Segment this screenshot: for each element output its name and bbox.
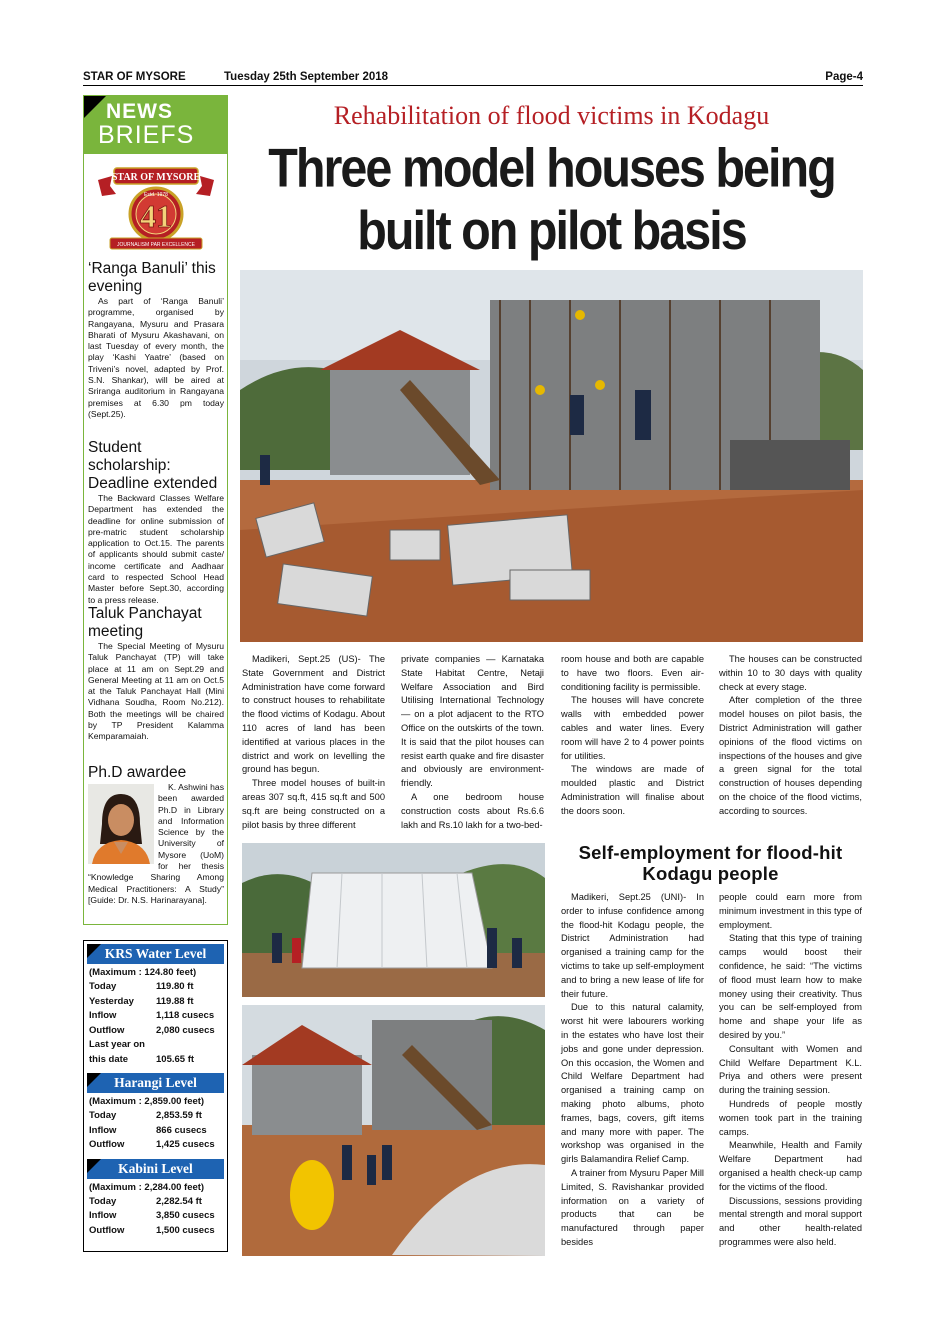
model-house-photo (242, 1005, 545, 1256)
kabini-header: Kabini Level (87, 1159, 224, 1179)
story-column-1 (242, 653, 385, 832)
brief-title: Ph.D awardee (88, 764, 187, 781)
paragraph: Stating that this type of training camps would boost their confidence, he said: “The victims of flood must learn how to make money using their creativity. Thus you can be self-employed from home and shape your life as desired by you.” (719, 933, 862, 1040)
logo-motto: JOURNALISM PAR EXCELLENCE (117, 242, 195, 248)
brief-phd-awardee (88, 764, 224, 906)
brief-body: The Special Meeting of Mysuru Taluk Panchayat (TP) will take place at 11 am on Sept.29 and General Meeting at 11 am on Oct.5 at the Taluk Panchayat Hall (Mini Vidhana Soudha, Room No.212). Both the meetings will be chaired by TP President Kalamma Kemparamaiah. (88, 641, 224, 742)
paragraph: private companies — Karnataka State Habitat Centre, Netaji Welfare Association and Bird Utilising International Technology — on a plot adjacent to the RTO Office on the outskirts of the town. It is said that the pilot houses can resist earth quake and fire disaster and obviously are environment-friendly. (401, 654, 544, 789)
news-briefs-banner (84, 96, 227, 154)
paragraph: Madikeri, Sept.25 (UNI)- In order to infuse confidence among the flood-hit Kodagu people, the District Administration had organised a training camp for the victims to take up self-employment and to bring a new lease of life for their future. (561, 892, 704, 999)
awardee-photo (88, 784, 154, 864)
krs-row: Yesterday 119.88 ft (89, 995, 194, 1007)
brief-body: The Backward Classes Welfare Department has extended the deadline for online submission of pre-matric student scholarship application to Oct.15. The parents of applicants should submit caste/ income certificate and Aadhaar card to respected School Head Master before Sept.30, according to a press release. (88, 493, 224, 605)
kabini-row: Outflow 1,500 cusecs (89, 1224, 215, 1236)
news-label: NEWS (106, 100, 173, 123)
krs-row: Today 119.80 ft (89, 981, 194, 992)
harangi-row: Inflow 866 cusecs (89, 1124, 207, 1136)
brief-title: Taluk Panchayat meeting (88, 605, 202, 640)
krs-header: KRS Water Level (87, 944, 224, 964)
logo-number: 41 (140, 198, 172, 234)
brief-ranga-banuli (88, 260, 224, 420)
paragraph: Hundreds of people mostly women took part in the training camps. (719, 1098, 862, 1137)
logo-top-text: STAR OF MYSORE (111, 172, 201, 183)
paragraph: room house and both are capable to have two floors. Even air-conditioning facility is permissible. (561, 654, 704, 692)
paper-name: STAR OF MYSORE (83, 71, 186, 83)
story-kicker: Rehabilitation of flood victims in Kodagu (333, 101, 770, 130)
harangi-row: Today 2,853.59 ft (89, 1110, 202, 1121)
paragraph: A trainer from Mysuru Paper Mill Limited, S. Ravishankar provided information on a variety of products that can be manufactured through paper besides (561, 1167, 704, 1247)
paragraph: Discussions, sessions providing mental strength and moral support and other health-related programmes were also held. (719, 1195, 862, 1247)
page-number: Page-4 (825, 71, 863, 83)
krs-row: Outflow 2,080 cusecs (89, 1024, 215, 1036)
brief-scholarship (88, 439, 224, 606)
masthead (83, 70, 863, 86)
brief-title: Student scholarship: Deadline extended (88, 439, 218, 492)
water-levels-panel (83, 940, 228, 1252)
paragraph: Consultant with Women and Child Welfare Department K.L. Priya and others were present during the training session. (719, 1043, 862, 1096)
paragraph: The houses will have concrete walls with embedded power cables and water lines. Every room will have 2 to 4 power points for utilities. (561, 695, 704, 761)
harangi-row: Outflow 1,425 cusecs (89, 1139, 215, 1150)
construction-site-photo (240, 270, 863, 642)
paragraph: people could earn more from minimum investment in this type of employment. (719, 892, 862, 930)
krs-row: this date 105.65 ft (89, 1053, 195, 1065)
news-briefs-panel (83, 95, 228, 925)
paragraph: Due to this natural calamity, worst hit were labourers working in the estates who have lost their jobs and gone under depression. On this occasion, the Women and Child Welfare Department had organised a training camp on making photo albums, photo frames, bags, covers, gift items and many more with paper. The workshop was organised in the girls Balamandira Relief Camp. (561, 1002, 704, 1165)
issue-date: Tuesday 25th September 2018 (224, 71, 389, 83)
harangi-maximum: (Maximum : 2,859.00 feet) (89, 1096, 205, 1107)
brief-body: As part of ‘Ranga Banuli’ programme, organised by Rangayana, Mysuru and Prasara Bharati of Mysuru Akashavani, on last Tuesday of every month, the play ‘Kashi Yaatre’ (based on Triveni’s novel, adapted by Prof. S.N. Shankar), will be aired at Sriranga auditorium in Rangayana premises at 6.30 pm today (Sept.25). (88, 296, 224, 419)
logo-estd: Estd. 1978 (144, 192, 168, 198)
second-story-column-1 (561, 891, 704, 1250)
paragraph: A one bedroom house construction costs about Rs.6.6 lakh and Rs.10 lakh for a two-bed- (401, 791, 544, 830)
headline-line-1: Three model houses being (268, 138, 835, 199)
second-story-column-2 (719, 891, 862, 1250)
brief-taluk-panchayat (88, 605, 224, 743)
kabini-row: Today 2,282.54 ft (89, 1195, 202, 1207)
paragraph: The houses can be constructed within 10 to 30 days with quality check at every stage. (719, 654, 862, 692)
krs-row: Last year on (89, 1039, 145, 1050)
paragraph: Meanwhile, Health and Family Welfare Department had organised a health check-up camp for the victims of the flood. (719, 1140, 862, 1192)
paragraph: Madikeri, Sept.25 (US)- The State Government and District Administration have come forward to construct houses to rehabilitate the flood victims of Kodagu. About 110 acres of land has been identified at various places in the district and work on levelling the ground has begun. (242, 654, 385, 775)
paragraph: Three model houses of built-in areas 307 sq.ft, 415 sq.ft and 500 sq.ft are being constructed on a pilot basis by three different (242, 778, 385, 830)
brief-body: K. Ashwini has been awarded Ph.D in Library and Information Science by the University of Mysore (UoM) for her thesis “Knowledge Sharing Among Medical Practitioners: A Study” [Guide: Dr. N.S. Harinarayana]. (88, 782, 224, 905)
krs-row: Inflow 1,118 cusecs (89, 1010, 215, 1021)
kabini-row: Inflow 3,850 cusecs (89, 1210, 215, 1221)
harangi-header: Harangi Level (87, 1073, 224, 1093)
kabini-maximum: (Maximum : 2,284.00 feet) (89, 1181, 205, 1193)
paragraph: The windows are made of moulded plastic and District Administration will finalise about the doors soon. (561, 764, 704, 816)
corner-triangle (84, 96, 106, 118)
second-story-headline: Self-employment for flood-hit Kodagu people (578, 842, 843, 884)
briefs-label: BRIEFS (98, 121, 195, 149)
paragraph: After completion of the three model houses on pilot basis, the District Administration will gather opinions of the flood victims on inspections of the houses and give a green signal for the total construction of houses depending on the choice of the flood victims, according to sources. (719, 695, 862, 816)
brief-title: ‘Ranga Banuli’ this evening (88, 260, 216, 295)
story-column-2 (401, 653, 544, 832)
story-column-4 (719, 653, 862, 819)
story-column-3 (561, 653, 704, 819)
panel-house-photo (242, 843, 545, 997)
headline-line-2: built on pilot basis (357, 200, 746, 262)
anniversary-logo (94, 158, 218, 258)
krs-maximum: (Maximum : 124.80 feet) (89, 967, 197, 978)
story-headline (240, 137, 863, 262)
